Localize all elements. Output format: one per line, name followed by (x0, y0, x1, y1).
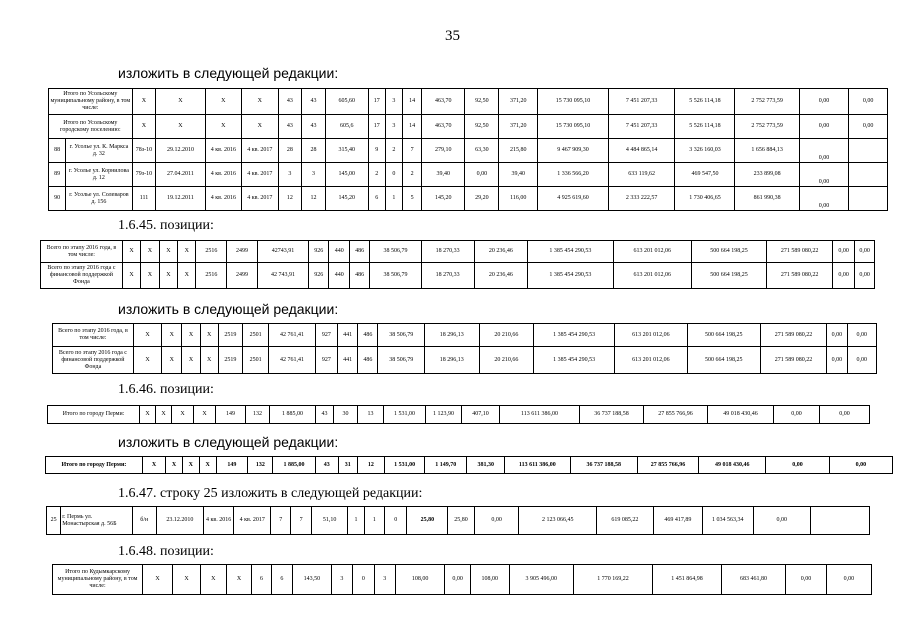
table-cell: 1 885,00 (273, 457, 315, 474)
table-cell: X (166, 457, 183, 474)
table-cell: 0,00 (445, 565, 471, 595)
table-cell: 0,00 (855, 263, 875, 289)
table-row (49, 163, 888, 187)
table-cell: Итого по Усольскому городскому поселению: (49, 115, 133, 139)
table-cell: 18 270,33 (421, 241, 474, 263)
table-cell: г. Усолье ул. Корнилова д. 12 (66, 163, 133, 187)
table-cell: 1 451 864,98 (653, 565, 722, 595)
table-cell: X (140, 406, 156, 424)
table-cell: X (159, 241, 177, 263)
table-cell: 1 336 566,20 (538, 163, 609, 187)
table-cell: 271 589 080,22 (767, 263, 832, 289)
table-cell: 38 506,79 (370, 241, 421, 263)
table-cell: 1 770 169,22 (573, 565, 652, 595)
table-cell: X (141, 241, 159, 263)
table-cell: г. Усолье ул. Солеваров д. 156 (66, 187, 133, 211)
table-cell: X (132, 89, 156, 115)
table-cell: 5 526 114,18 (675, 115, 735, 139)
table-cell: 38 506,79 (378, 324, 425, 347)
table-cell: 6 (271, 565, 292, 595)
table-cell: 149 (216, 457, 248, 474)
table-cell: 30 (334, 406, 358, 424)
table-cell: 28 (278, 139, 302, 163)
table-cell: 19.12.2011 (156, 187, 205, 211)
table-cell: 18 270,33 (421, 263, 474, 289)
table-cell: X (122, 263, 140, 289)
table-cell: 407,10 (462, 406, 500, 424)
table-cell: 78з-10 (132, 139, 156, 163)
table-cell: 49 018 430,46 (708, 406, 774, 424)
table-cell: 633 119,62 (608, 163, 675, 187)
table-cell: 3 (278, 163, 302, 187)
table-cell: 215,80 (499, 139, 538, 163)
table-cell: 486 (358, 324, 378, 347)
table-row (49, 139, 888, 163)
table-cell: 613 201 012,06 (615, 347, 688, 374)
table-cell: 17 (368, 115, 385, 139)
table-cell: 5 526 114,18 (675, 89, 735, 115)
table-cell: 1 (348, 507, 364, 535)
table-cell: 42 743,91 (257, 263, 308, 289)
table-cell: 0,00 (826, 565, 871, 595)
table-cell: 500 664 198,25 (687, 347, 760, 374)
table-cell: 39,40 (499, 163, 538, 187)
table-cell: 5 (402, 187, 421, 211)
table-cell: 113 611 386,00 (505, 457, 570, 474)
table-cell: 2 (385, 139, 402, 163)
table-cell: 0,00 (799, 115, 848, 139)
table-cell: 0,00 (820, 406, 870, 424)
table-cell: 0,00 (786, 565, 827, 595)
table-cell: 38 506,79 (370, 263, 421, 289)
table-cell: X (132, 115, 156, 139)
table-cell: 500 664 198,25 (691, 263, 767, 289)
table-cell: 3 326 160,03 (675, 139, 735, 163)
table-cell: 88 (49, 139, 66, 163)
table-4 (47, 405, 870, 424)
table-cell: 39,40 (422, 163, 465, 187)
table-cell: X (242, 115, 278, 139)
table-cell: 4 кв. 2016 (205, 163, 241, 187)
table-5 (45, 456, 893, 474)
table-cell: 108,00 (395, 565, 444, 595)
table-row (48, 406, 870, 424)
table-cell: 2499 (227, 241, 258, 263)
table-cell: X (200, 565, 226, 595)
table-cell: X (162, 324, 182, 347)
table-cell: 2516 (196, 263, 227, 289)
table-cell: 3 905 496,00 (509, 565, 573, 595)
table-cell: 619 085,22 (596, 507, 653, 535)
table-cell: 463,70 (422, 89, 465, 115)
table-cell: X (133, 324, 161, 347)
table-cell: 861 990,38 (735, 187, 799, 211)
table-row (53, 324, 877, 347)
table-cell: X (194, 406, 216, 424)
table-cell: 2501 (243, 324, 269, 347)
table-cell: 43 (278, 89, 302, 115)
table-cell: 28 (302, 139, 326, 163)
table-cell: X (200, 324, 218, 347)
table-cell: X (133, 347, 161, 374)
table-cell: 4 кв. 2016 (205, 139, 241, 163)
table-cell: 51,10 (311, 507, 348, 535)
table-cell: X (182, 324, 200, 347)
table-cell: 43 (302, 89, 326, 115)
table-cell: X (226, 565, 252, 595)
table-cell: 486 (358, 347, 378, 374)
table-cell: 927 (315, 347, 337, 374)
table-cell: 2 333 222,57 (608, 187, 675, 211)
table-cell: 111 (132, 187, 156, 211)
table-cell: 31 (338, 457, 357, 474)
table-cell: 36 737 188,58 (580, 406, 644, 424)
table-cell: 12 (357, 457, 384, 474)
table-cell: 440 (329, 263, 349, 289)
table-cell: 279,10 (422, 139, 465, 163)
table-cell: 1 531,00 (385, 457, 425, 474)
table-cell: 3 (331, 565, 352, 595)
table-cell: X (142, 457, 165, 474)
table-cell: б/н (132, 507, 156, 535)
table-row (53, 347, 877, 374)
table-cell: 132 (248, 457, 273, 474)
table-cell: 18 296,13 (424, 347, 479, 374)
table-cell: 613 201 012,06 (615, 324, 688, 347)
table-cell: Итого по Усольскому муниципальному району, в том числе: (49, 89, 133, 115)
table-cell: 90 (49, 187, 66, 211)
table-cell: 605,60 (325, 89, 368, 115)
table-cell: 20 236,46 (474, 263, 527, 289)
table-row (49, 115, 888, 139)
table-row (47, 507, 870, 535)
table-cell: 0,00 (766, 457, 829, 474)
table-cell: 38 506,79 (378, 347, 425, 374)
table-cell: X (242, 89, 278, 115)
table-cell (849, 139, 888, 163)
heading-replace-2: изложить в следующей редакции: (118, 301, 339, 317)
table-cell: 6 (368, 187, 385, 211)
table-cell: 12 (278, 187, 302, 211)
table-cell: 1 149,70 (425, 457, 467, 474)
table-cell: X (200, 347, 218, 374)
table-cell: 7 (402, 139, 421, 163)
table-cell: 271 589 080,22 (760, 347, 827, 374)
table-cell: 1 385 454 290,53 (527, 263, 613, 289)
table-cell: X (172, 406, 194, 424)
table-cell: 2 752 773,59 (735, 115, 799, 139)
heading-replace-3: изложить в следующей редакции: (118, 434, 339, 450)
table-cell: 42 761,41 (269, 347, 316, 374)
table-cell: 0,00 (753, 507, 810, 535)
table-cell: 926 (309, 241, 329, 263)
table-cell: X (156, 115, 205, 139)
table-cell: Всего по этапу 2016 года, в том числе: (41, 241, 123, 263)
table-cell: X (143, 565, 173, 595)
table-cell: X (159, 263, 177, 289)
heading-item-1-6-46: 1.6.46. позиции: (118, 382, 214, 397)
table-cell: 20 236,46 (474, 241, 527, 263)
table-cell: 27.04.2011 (156, 163, 205, 187)
table-cell: 371,20 (499, 89, 538, 115)
table-cell: 500 664 198,25 (687, 324, 760, 347)
table-cell: X (162, 347, 182, 374)
table-cell: 315,40 (325, 139, 368, 163)
table-row (46, 457, 893, 474)
table-cell: 271 589 080,22 (767, 241, 832, 263)
table-cell: 7 (291, 507, 311, 535)
table-cell: 25,80 (448, 507, 474, 535)
table-7 (52, 564, 872, 595)
table-cell: 1 656 884,13 (735, 139, 799, 163)
table-cell: 14 (402, 115, 421, 139)
table-cell: 49 018 430,46 (699, 457, 766, 474)
table-cell: 18 296,13 (424, 324, 479, 347)
table-cell: 0,00 (829, 457, 892, 474)
table-cell: X (156, 89, 205, 115)
table-cell: 9 (368, 139, 385, 163)
table-cell: 4 кв. 2017 (242, 163, 278, 187)
table-cell: 4 кв. 2016 (203, 507, 234, 535)
table-cell: 441 (338, 324, 358, 347)
table-cell: 683 461,80 (721, 565, 785, 595)
table-cell (849, 163, 888, 187)
table-row (41, 241, 875, 263)
table-cell: 3 (385, 115, 402, 139)
table-cell: X (205, 115, 241, 139)
table-cell: 0 (385, 163, 402, 187)
table-cell: 89 (49, 163, 66, 187)
table-cell: 92,50 (465, 115, 499, 139)
table-cell: 145,20 (325, 187, 368, 211)
table-cell: 9 467 909,30 (538, 139, 609, 163)
table-row (53, 565, 872, 595)
table-cell: 4 484 865,14 (608, 139, 675, 163)
table-cell: 0,00 (799, 187, 848, 211)
table-row (49, 89, 888, 115)
table-cell: 20 210,66 (479, 324, 534, 347)
table-cell: 6 (252, 565, 271, 595)
table-cell: 1 730 406,65 (675, 187, 735, 211)
table-cell: 25 (47, 507, 61, 535)
table-cell: Всего по этапу 2016 года, в том числе: (53, 324, 134, 347)
table-cell: 0,00 (799, 163, 848, 187)
table-1 (48, 88, 888, 211)
heading-item-1-6-48: 1.6.48. позиции: (118, 544, 214, 559)
table-cell: Итого по городу Перми: (48, 406, 140, 424)
table-cell: X (141, 263, 159, 289)
table-cell: X (199, 457, 216, 474)
heading-replace-1: изложить в следующей редакции: (118, 65, 339, 81)
table-cell: 4 925 619,60 (538, 187, 609, 211)
table-cell: 79з-10 (132, 163, 156, 187)
table-cell: 7 451 207,33 (608, 115, 675, 139)
table-cell: 13 (358, 406, 384, 424)
table-cell: 7 451 207,33 (608, 89, 675, 115)
table-cell: 0,00 (832, 263, 855, 289)
table-cell: 43 (302, 115, 326, 139)
table-cell: 271 589 080,22 (760, 324, 827, 347)
table-cell: 613 201 012,06 (613, 263, 691, 289)
table-cell (849, 187, 888, 211)
table-cell: 3 (374, 565, 395, 595)
page-number: 35 (445, 28, 460, 44)
table-cell: 0,00 (465, 163, 499, 187)
table-cell: 486 (349, 241, 369, 263)
table-cell: 43 (278, 115, 302, 139)
table-cell: 42743,91 (257, 241, 308, 263)
table-cell: X (182, 457, 199, 474)
table-cell: 92,50 (465, 89, 499, 115)
table-cell: 2499 (227, 263, 258, 289)
table-cell: 63,30 (465, 139, 499, 163)
table-cell: 1 385 454 290,53 (534, 347, 615, 374)
table-cell: Итого по Кудымкарскому муниципальному району, в том числе: (53, 565, 143, 595)
table-cell: 0,00 (474, 507, 519, 535)
table-cell: X (122, 241, 140, 263)
table-cell: 469 417,89 (653, 507, 702, 535)
table-3 (52, 323, 877, 374)
table-cell: г. Усолье ул. К. Маркса д. 32 (66, 139, 133, 163)
table-cell: 42 761,41 (269, 324, 316, 347)
table-cell: X (178, 241, 196, 263)
table-cell: 116,00 (499, 187, 538, 211)
table-row (49, 187, 888, 211)
table-cell: 469 547,50 (675, 163, 735, 187)
table-cell: 0,00 (799, 139, 848, 163)
table-cell: 17 (368, 89, 385, 115)
table-cell: 500 664 198,25 (691, 241, 767, 263)
heading-item-1-6-45: 1.6.45. позиции: (118, 218, 214, 233)
table-cell: 0,00 (855, 241, 875, 263)
table-cell: 15 730 095,10 (538, 89, 609, 115)
table-cell: 3 (385, 89, 402, 115)
table-cell: 27 855 766,96 (637, 457, 698, 474)
table-cell: 23.12.2010 (156, 507, 203, 535)
table-cell: 1 385 454 290,53 (534, 324, 615, 347)
table-6 (46, 506, 870, 535)
table-cell: 15 730 095,10 (538, 115, 609, 139)
table-cell: 233 899,08 (735, 163, 799, 187)
table-cell (810, 507, 869, 535)
table-cell: 0,00 (774, 406, 820, 424)
table-cell: X (178, 263, 196, 289)
table-cell: X (156, 406, 172, 424)
table-cell: Итого по городу Перми: (46, 457, 143, 474)
table-cell: 4 кв. 2017 (234, 507, 271, 535)
table-cell: 143,50 (293, 565, 332, 595)
table-cell: 440 (329, 241, 349, 263)
table-cell: X (205, 89, 241, 115)
table-cell: 0,00 (799, 89, 848, 115)
table-cell: 381,30 (467, 457, 505, 474)
heading-item-1-6-47: 1.6.47. строку 25 изложить в следующей редакции: (118, 486, 423, 501)
table-2 (40, 240, 875, 289)
table-cell: 926 (309, 263, 329, 289)
table-cell: 1 (364, 507, 384, 535)
table-cell: 2 752 773,59 (735, 89, 799, 115)
table-cell: 1 (385, 187, 402, 211)
table-cell: 113 611 386,00 (500, 406, 580, 424)
table-cell: Всего по этапу 2016 года с финансовой поддержкой Фонда (41, 263, 123, 289)
table-cell: 0,00 (847, 347, 876, 374)
table-cell: X (182, 347, 200, 374)
table-cell: 0,00 (849, 89, 888, 115)
table-cell: 132 (246, 406, 270, 424)
table-cell: Всего по этапу 2016 года с финансовой поддержкой Фонда (53, 347, 134, 374)
table-cell: 2 (402, 163, 421, 187)
table-cell: 1 034 563,34 (702, 507, 753, 535)
table-cell: 0,00 (847, 324, 876, 347)
table-cell: 43 (316, 406, 334, 424)
table-cell: 12 (302, 187, 326, 211)
table-cell: 0,00 (827, 347, 847, 374)
table-cell: 43 (315, 457, 338, 474)
table-cell: 4 кв. 2017 (242, 139, 278, 163)
table-cell: 29,20 (465, 187, 499, 211)
table-cell: 3 (302, 163, 326, 187)
table-cell: 486 (349, 263, 369, 289)
table-cell: 108,00 (470, 565, 509, 595)
table-cell: 2519 (218, 324, 242, 347)
table-cell: 0,00 (832, 241, 855, 263)
table-cell: 145,20 (422, 187, 465, 211)
table-cell: 1 531,00 (384, 406, 426, 424)
table-cell: г. Пермь ул. Монастырская д. 56Б (61, 507, 132, 535)
table-cell: 2 123 066,45 (519, 507, 596, 535)
table-cell: 0 (353, 565, 374, 595)
table-cell: 0 (385, 507, 407, 535)
table-cell: 36 737 188,58 (570, 457, 637, 474)
table-cell: 2516 (196, 241, 227, 263)
table-cell: 441 (338, 347, 358, 374)
table-cell: 145,00 (325, 163, 368, 187)
table-cell: 7 (271, 507, 291, 535)
table-cell: 0,00 (827, 324, 847, 347)
table-cell: 1 123,90 (426, 406, 462, 424)
table-cell: 1 385 454 290,53 (527, 241, 613, 263)
table-cell: 2501 (243, 347, 269, 374)
table-cell: 1 885,00 (270, 406, 316, 424)
table-cell: 2 (368, 163, 385, 187)
table-cell: 2519 (218, 347, 242, 374)
table-cell: 371,20 (499, 115, 538, 139)
table-cell: 463,70 (422, 115, 465, 139)
table-cell: 4 кв. 2017 (242, 187, 278, 211)
table-row (41, 263, 875, 289)
table-cell: 149 (216, 406, 246, 424)
table-cell: 20 210,66 (479, 347, 534, 374)
table-cell: 14 (402, 89, 421, 115)
table-cell: 25,80 (407, 507, 448, 535)
table-cell: 605,6 (325, 115, 368, 139)
table-cell: 927 (315, 324, 337, 347)
table-cell: 4 кв. 2016 (205, 187, 241, 211)
table-cell: X (173, 565, 201, 595)
table-cell: 613 201 012,06 (613, 241, 691, 263)
table-cell: 0,00 (849, 115, 888, 139)
table-cell: 27 855 766,96 (644, 406, 708, 424)
table-cell: 29.12.2010 (156, 139, 205, 163)
